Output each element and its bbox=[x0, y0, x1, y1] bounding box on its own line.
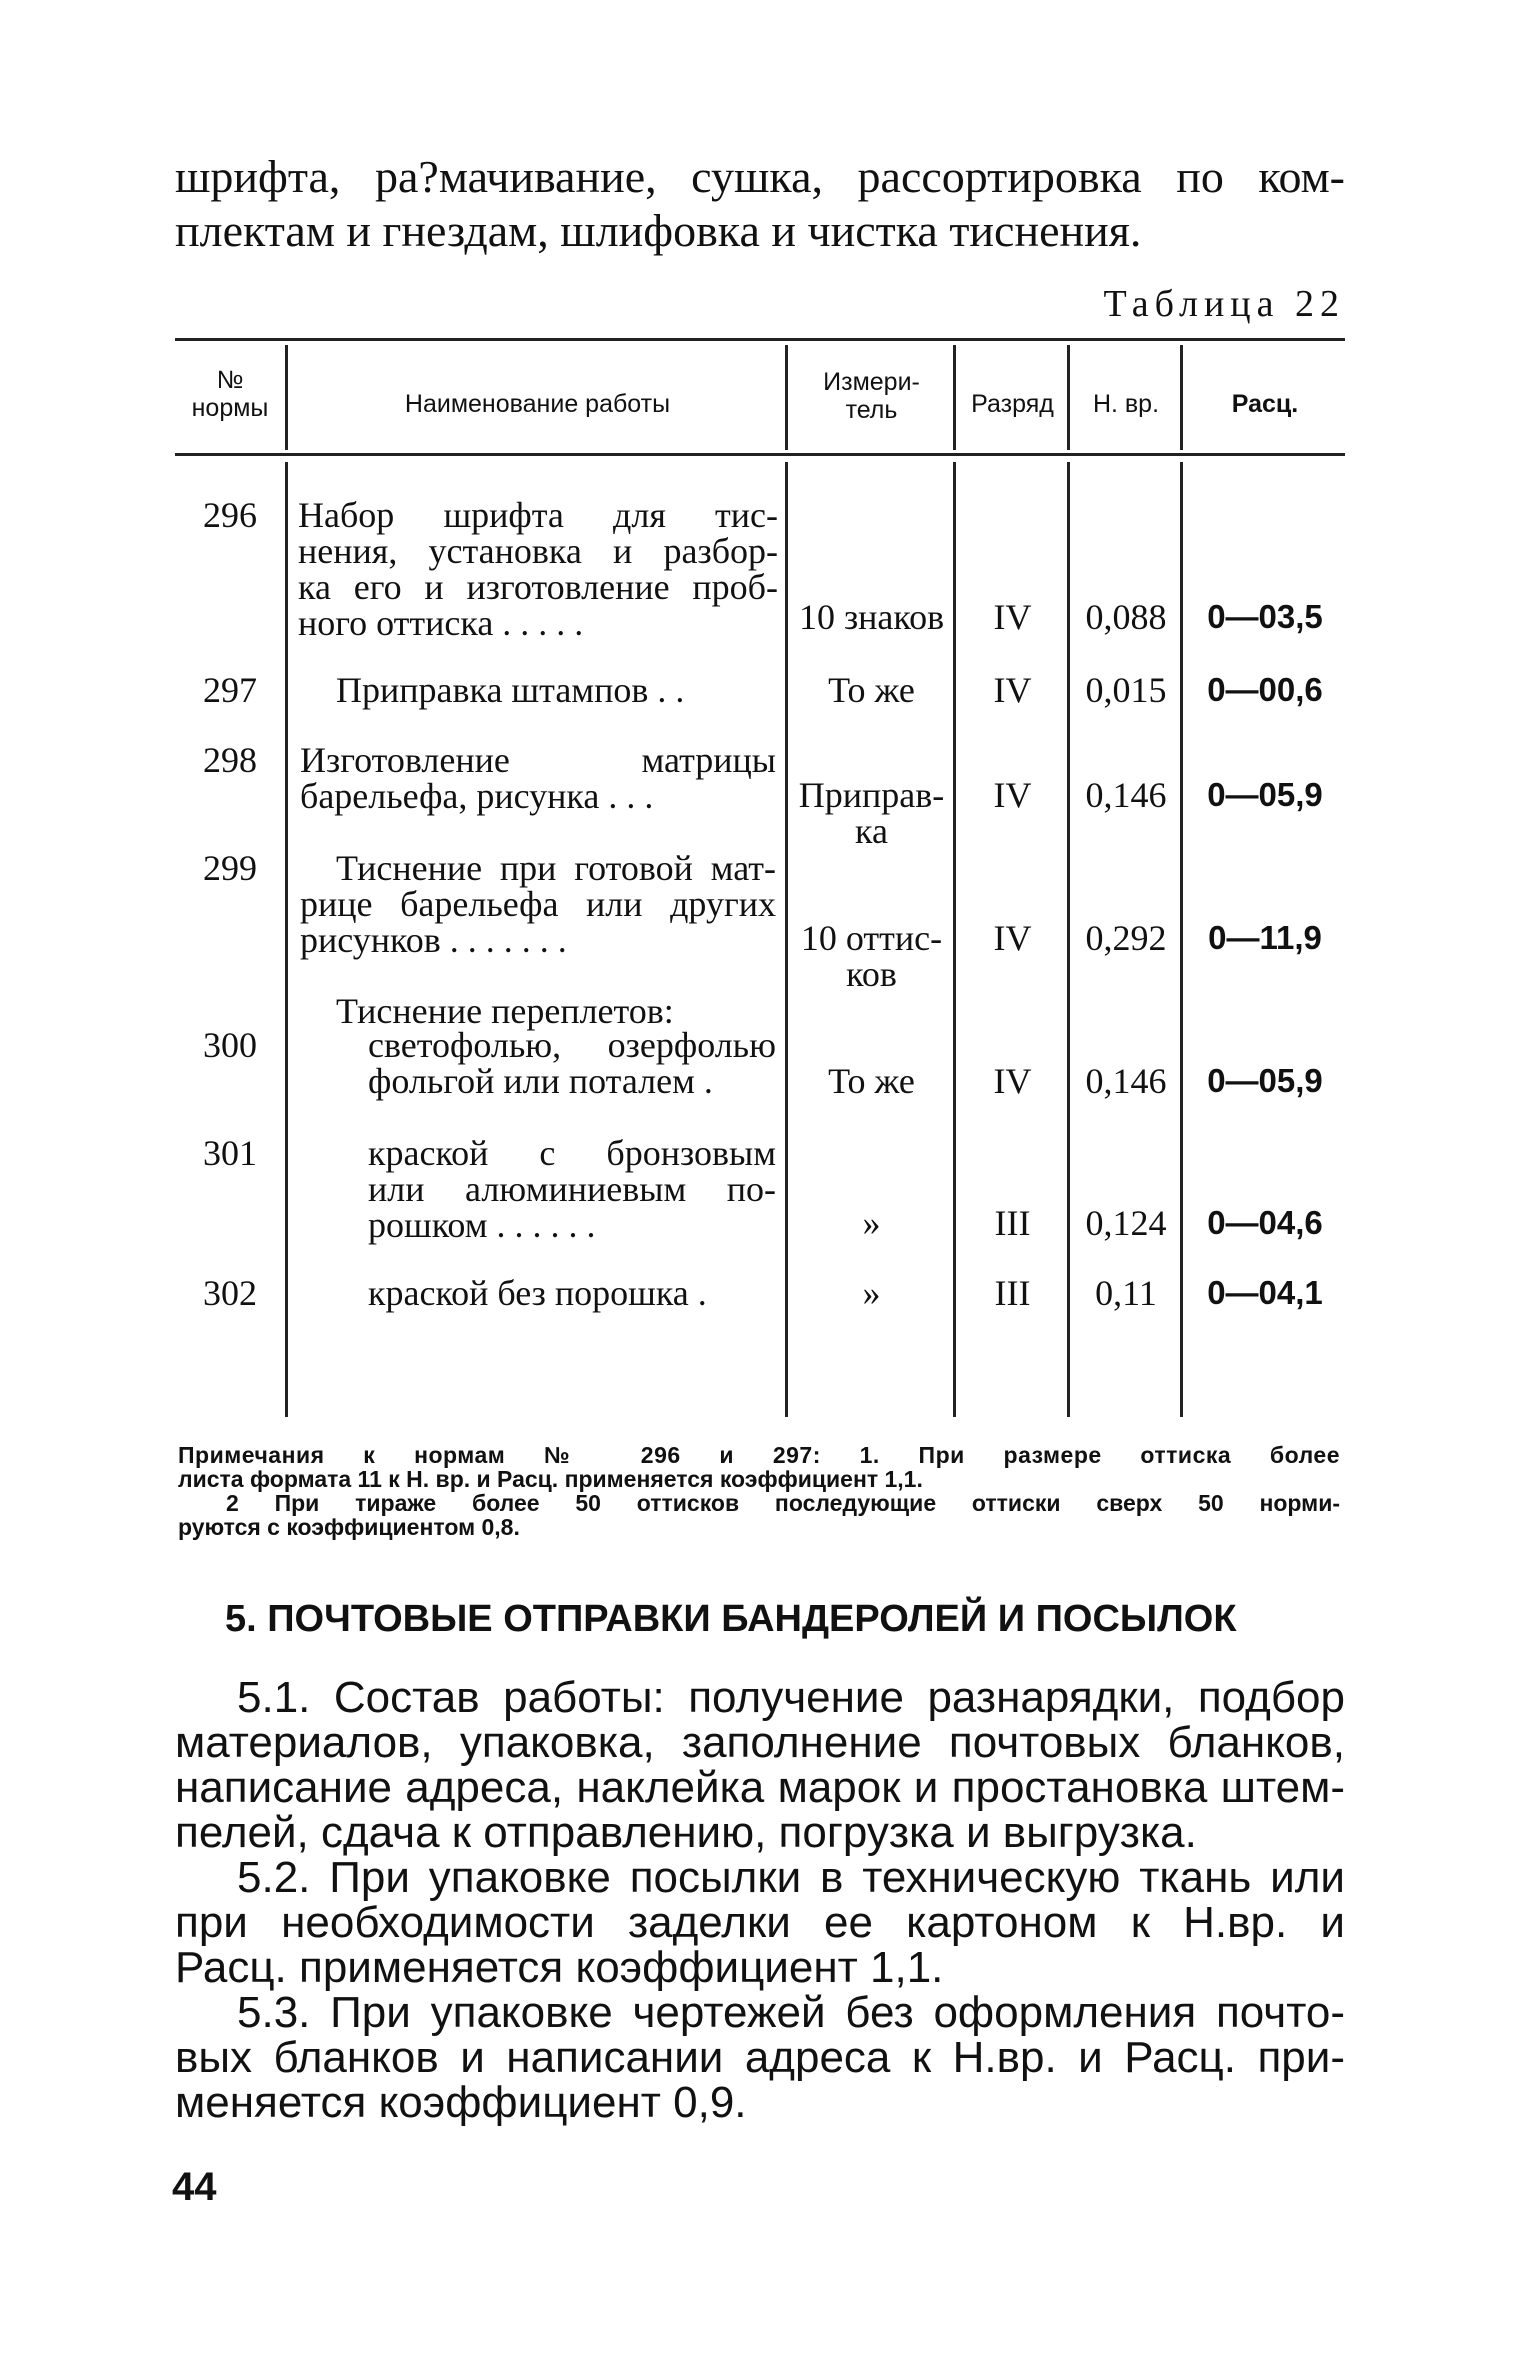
row-time: 0,124 bbox=[1085, 1203, 1167, 1243]
row-work-name: Набор шрифта для тис- нения, установка и разбор- ка его и изготовление проб- ного оттиска . . . . . bbox=[298, 495, 778, 643]
table-header-rule bbox=[175, 453, 1345, 456]
header-rate: Расц. bbox=[1231, 390, 1299, 418]
row-grade: IV bbox=[993, 597, 1032, 637]
column-divider bbox=[785, 345, 788, 450]
row-time: 0,015 bbox=[1085, 670, 1167, 710]
notes-line: листа формата 11 к Н. вр. и Расц. применяется коэффициент 1,1. bbox=[178, 1466, 923, 1492]
row-meter: То же bbox=[828, 670, 915, 710]
row-grade: IV bbox=[993, 918, 1032, 958]
row-grade: III bbox=[994, 1203, 1031, 1243]
body-line: написание адреса, наклейка марок и простановка штем- bbox=[175, 1763, 1345, 1812]
row-number: 297 bbox=[203, 670, 257, 710]
row-rate: 0—05,9 bbox=[1207, 1062, 1323, 1099]
column-divider bbox=[285, 462, 288, 1417]
column-divider bbox=[785, 462, 788, 1417]
body-line: 5.1. Состав работы: получение разнарядки, подбор bbox=[237, 1673, 1345, 1722]
column-divider bbox=[1067, 345, 1070, 450]
row-time: 0,146 bbox=[1085, 775, 1167, 815]
row-number: 299 bbox=[203, 848, 257, 888]
notes-line: 2 При тираже более 50 оттисков последующие оттиски сверх 50 норми- bbox=[226, 1490, 1340, 1516]
row-meter: » bbox=[862, 1273, 881, 1313]
body-line: вых бланков и написании адреса к Н.вр. и Расц. при- bbox=[175, 2033, 1345, 2082]
row-time: 0,292 bbox=[1085, 918, 1167, 958]
row-grade: IV bbox=[993, 670, 1032, 710]
intro-paragraph bbox=[175, 150, 1345, 258]
row-time: 0,11 bbox=[1095, 1273, 1157, 1313]
body-line: 5.3. При упаковке чертежей без оформления почто- bbox=[237, 1988, 1345, 2037]
body-line: пелей, сдача к отправлению, погрузка и выгрузка. bbox=[175, 1808, 1197, 1857]
table-top-rule bbox=[175, 338, 1345, 341]
row-rate: 0—04,1 bbox=[1207, 1274, 1323, 1311]
row-time: 0,088 bbox=[1085, 597, 1167, 637]
row-work-name: Изготовление матрицы барельефа, рисунка . . . bbox=[300, 740, 776, 816]
body-line: материалов, упаковка, заполнение почтовых бланков, bbox=[175, 1718, 1345, 1767]
intro-line: шрифта, ра?мачивание, сушка, рассортировка по ком- bbox=[175, 151, 1345, 202]
column-divider bbox=[1180, 345, 1183, 450]
header-work-name: Наименование работы bbox=[404, 390, 671, 418]
body-line: при необходимости заделки ее картоном к Н.вр. и bbox=[175, 1898, 1345, 1947]
column-divider bbox=[1180, 462, 1183, 1417]
row-meter: » bbox=[862, 1203, 881, 1243]
row-work-name: краской без порошка . bbox=[368, 1273, 707, 1313]
body-line: 5.2. При упаковке посылки в техническую ткань или bbox=[237, 1853, 1345, 1902]
column-divider bbox=[953, 462, 956, 1417]
row-number: 296 bbox=[203, 495, 257, 535]
notes-line: руются с коэффициентом 0,8. bbox=[178, 1514, 520, 1540]
notes-line: Примечания к нормам № 296 и 297: 1. При размере оттиска более bbox=[178, 1442, 1340, 1468]
row-meter: Приправ- ка bbox=[798, 775, 945, 851]
intro-line: плектам и гнездам, шлифовка и чистка тиснения. bbox=[175, 205, 1142, 256]
row-rate: 0—05,9 bbox=[1207, 776, 1323, 813]
row-number: 298 bbox=[203, 740, 257, 780]
header-norm-number: № нормы bbox=[191, 366, 269, 422]
row-meter: 10 знаков bbox=[798, 597, 945, 637]
row-grade: IV bbox=[993, 1061, 1032, 1101]
column-divider bbox=[953, 345, 956, 450]
group-heading: Тиснение переплетов: bbox=[336, 991, 674, 1031]
column-divider bbox=[1067, 462, 1070, 1417]
header-meter: Измери- тель bbox=[823, 368, 920, 424]
row-rate: 0—11,9 bbox=[1208, 919, 1322, 956]
row-work-name: Тиснение при готовой мат- рице барельефа или других рисунков . . . . . . . bbox=[300, 848, 776, 960]
header-grade: Разряд bbox=[971, 390, 1054, 418]
row-grade: III bbox=[994, 1273, 1031, 1313]
header-time: Н. вр. bbox=[1092, 390, 1160, 418]
row-work-name: светофолью, озерфолью фольгой или поталем . bbox=[368, 1025, 776, 1101]
body-line: меняется коэффициент 0,9. bbox=[175, 2078, 747, 2127]
row-meter: 10 оттис- ков bbox=[800, 918, 943, 994]
row-time: 0,146 bbox=[1085, 1061, 1167, 1101]
row-grade: IV bbox=[993, 775, 1032, 815]
section-body bbox=[175, 1675, 1345, 2125]
table-notes bbox=[178, 1443, 1340, 1539]
table-caption: Таблица 22 bbox=[1103, 283, 1345, 325]
row-work-name: краской с бронзовым или алюминиевым по- рошком . . . . . . bbox=[368, 1133, 776, 1245]
row-number: 301 bbox=[203, 1133, 257, 1173]
section-title: 5. ПОЧТОВЫЕ ОТПРАВКИ БАНДЕРОЛЕЙ И ПОСЫЛОК bbox=[225, 1598, 1237, 1640]
row-number: 300 bbox=[203, 1025, 257, 1065]
column-divider bbox=[285, 345, 288, 450]
row-number: 302 bbox=[203, 1273, 257, 1313]
row-rate: 0—04,6 bbox=[1207, 1204, 1323, 1241]
row-rate: 0—03,5 bbox=[1207, 598, 1323, 635]
row-work-name: Приправка штампов . . bbox=[336, 670, 685, 710]
row-meter: То же bbox=[828, 1061, 915, 1101]
body-line: Расц. применяется коэффициент 1,1. bbox=[175, 1943, 944, 1992]
page-number: 44 bbox=[172, 2165, 217, 2209]
row-rate: 0—00,6 bbox=[1207, 671, 1323, 708]
